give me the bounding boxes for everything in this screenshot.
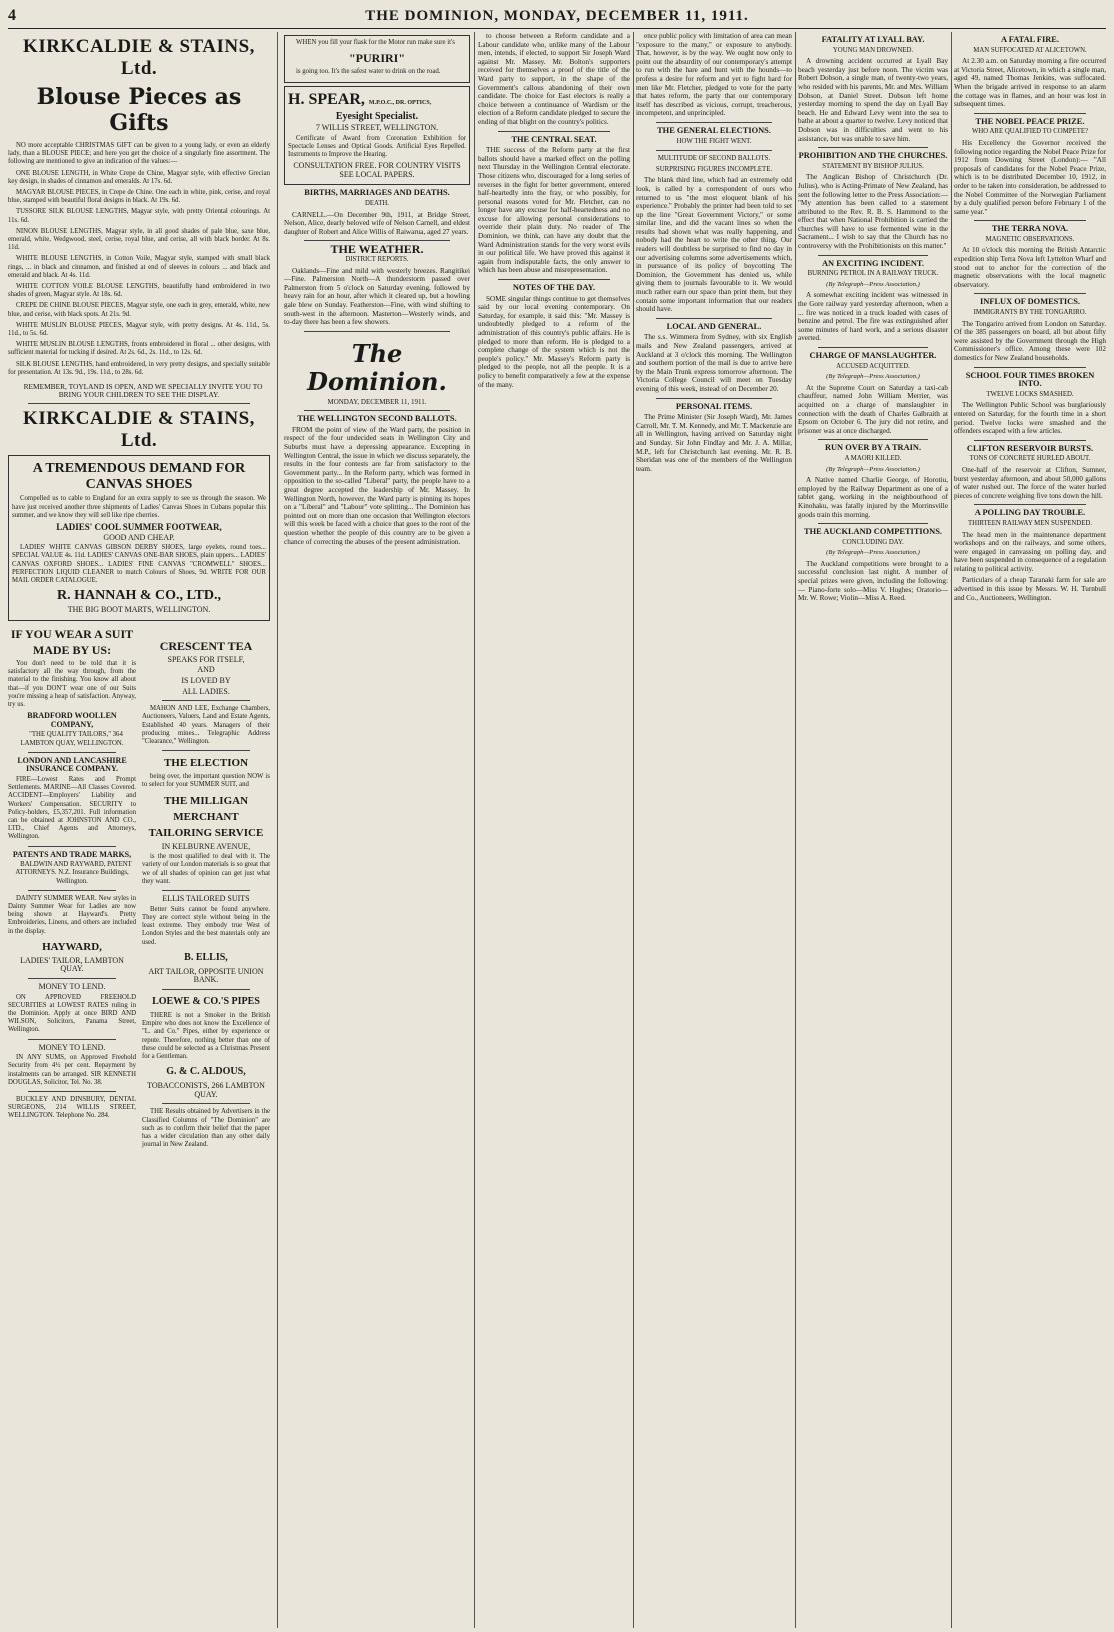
polling-text: The head men in the maintenance department workshops and on the railways, and some others, were engaged in canvassing on polling day, and have been suspended in consequence of a regulation relating to political activity. [954, 530, 1106, 573]
ads-two-column [8, 624, 270, 1152]
terranova-sub: MAGNETIC OBSERVATIONS. [985, 235, 1075, 243]
money-text-1: ON APPROVED FREEHOLD SECURITIES at LOWEST RATES ruling in the Dominion. Apply at once BIRD AND WILSON, Solicitors, Panama Street, Wellington. [8, 993, 136, 1034]
milligan-name: THE MILLIGAN MERCHANT TAILORING SERVICE [148, 794, 264, 839]
crescent-tea: CRESCENT TEA [159, 638, 253, 653]
column-rule [795, 32, 796, 1628]
column-rule [951, 32, 952, 1628]
domestics-sub: IMMIGRANTS BY THE TONGARIRO. [973, 309, 1087, 317]
tail-text: Particulars of a cheap Taranaki farm for sale are advertised in this issue by Messrs. W. H. Turnbull and Co., Auctioneers, Wellington. [954, 576, 1106, 602]
puriri-ad [284, 35, 470, 83]
fire-heading: A FATAL FIRE. [1001, 35, 1059, 44]
blouse-item: NINON BLOUSE LENGTHS, Magyar style, in all good shades of pale blue, saxe blue, emerald, white, Wedgwood, steel, cerise, royal blue, and cerise, all with black border. At 8s. 11d. [8, 227, 270, 252]
kirkcaldie-heading-2: KIRKCALDIE & STAINS, Ltd. [23, 408, 255, 452]
column-1-ads [8, 32, 270, 1628]
nobel-heading: THE NOBEL PEACE PRIZE. [975, 116, 1085, 126]
aldous-name: G. & C. ALDOUS, [166, 1066, 246, 1078]
ads-left [8, 624, 136, 1152]
local-heading: LOCAL AND GENERAL. [666, 321, 762, 331]
leader-text: FROM the point of view of the Ward party, the position in respect of the four undecided seats in Wellington City and Suburbs must have a depressing appearance. Excepting in Wellington Central, the issue in which we discuss separately, the results in the four contests are far from satisfactory to the Government party... In the Reform party, which was formed in opposition to the so-called "Liberal" party, the people have to a great degree accepted the leadership of Mr. Massey. In Wellington North, however, the Ward party is pinning its hopes on a "Liberal" and "Labour" vote splitting... The Dominion has pointed out on more than one occasion that Wellington electors will this week be faced with a choice that goes to the root of the question whether the people of this country are to be given a chance of correcting the abuses of the present administration. [284, 425, 470, 546]
auckland-text: The Auckland competitions were brought to a successful conclusion last night. A number of special prizes were given, including the following:— Piano-forte solo—Miss V. Hughes; Oratorio—Mr. W. Rowe; Violin—Miss A. Reed. [798, 559, 948, 603]
money-heading-1: MONEY TO LEND. [38, 981, 106, 991]
patents-name: PATENTS AND TRADE MARKS, [12, 849, 132, 859]
weather-heading: THE WEATHER. [330, 242, 424, 257]
manslaughter-heading: CHARGE OF MANSLAUGHTER. [809, 351, 937, 360]
death-label: DEATH. [365, 199, 389, 207]
suit-headline: IF YOU WEAR A SUIT MADE BY US: [10, 626, 134, 657]
reservoir-sub: TONS OF CONCRETE HURLED ABOUT. [969, 455, 1091, 463]
aldous-text: THE Results obtained by Advertisers in the Classified Columns of "The Dominion" are such as to confirm their belief that the paper has a wider circulation than any other daily journal in New Zealand. [142, 1108, 270, 1149]
crescent-sub: AND [197, 665, 215, 675]
column-rule [474, 32, 475, 1628]
spear-text: Certificate of Award from Coronation Exhibition for Spectacle Lenses and Optical Goods. Artificial Eyes Repelled. Instruments to Improve the Hearing. [288, 134, 466, 158]
elections-text: The blank third line, which had an extremely odd look, is called by a correspondent of ours who returned to us "the most eloquent blank of his experience." Probably the printer had been told to set up the line "Great Government Victory," or some similar line, and did the vacant lines so when the results had shown what was really happening, and nobody had the heart to write the other thing. Our readers will doubtless be surprised to find no day in our advertising columns some advertisements which, in pursuance of its policy of boycotting The Dominion, the Government has denied us, while giving them to journals favourable to it. We would much rather earn our space than print them, but they contain some important information that our readers should have. [636, 176, 792, 314]
nobel-sub: WHO ARE QUALIFIED TO COMPETE? [971, 128, 1089, 136]
column-5 [798, 32, 948, 1628]
money-text-2: IN ANY SUMS, on Approved Freehold Security from 4½ per cent. Repayment by instalments can be arranged. SIR KENNETH DOUGLAS, Solicitor, Tel. No. 38. [8, 1054, 136, 1086]
central-heading: THE CENTRAL SEAT. [511, 134, 597, 144]
train-heading: RUN OVER BY A TRAIN. [824, 443, 922, 453]
hayward-name: HAYWARD, [42, 940, 102, 953]
death-notice: CARNELL.—On December 9th, 1911, at Bridge Street, Nelson, Alice, dearly beloved wife of Nelson Carnell, and eldest daughter of Robert and Alice Willis of Raiwarua, aged 27 years. [284, 210, 470, 236]
hannah-sub: THE BIG BOOT MARTS, WELLINGTON. [67, 605, 211, 615]
bradford-name: BRADFORD WOOLLEN COMPANY, [27, 711, 117, 729]
prohibition-text: The Anglican Bishop of Christchurch (Dr. Julius), who is Acting-Primate of New Zealand, has sent the following letter to the Press Association:— "My attention has been called to a statement attributed to the Rev. R. B. S. Hammond to the effect that when National Prohibition is carried the churches will have to use fermented wine in the Sacrament... I wish to say that the Church has no controversy with the Prohibitionists on this matter." [798, 173, 948, 251]
column-3 [478, 32, 630, 1628]
nobel-text: His Excellency the Governor received the following notice regarding the Nobel Peace Prize for 1912 from Downing Street (London):— "All proposals of candidates for the Nobel Peace Prize, which is to be distributed December 10, 1912, in order to be taken into consideration, be addressed to the Nobel Committee of the Norwegian Parliament by a duly qualified person before February 1 of the same year." [954, 138, 1106, 216]
blouse-item: MAGYAR BLOUSE PIECES, in Crepe de Chine. One each in white, pink, cerise, and royal blue, stamped with beautiful floral designs in black. At 19s. 6d. [8, 189, 270, 205]
elections-heading: THE GENERAL ELECTIONS. [657, 125, 771, 135]
press-credit: (By Telegraph—Press Association.) [826, 465, 920, 473]
ellis-sub: ART TAILOR, OPPOSITE UNION BANK. [148, 966, 264, 985]
school-heading: SCHOOL FOUR TIMES BROKEN INTO. [965, 370, 1095, 389]
ellis-heading: ELLIS TAILORED SUITS [162, 894, 250, 904]
personal-text: The Prime Minister (Sir Joseph Ward), Mr. James Carroll, Mr. T. M. Kennedy, and Mr. T. Mackenzie are all in Wellington, having arrived on Saturday night and Sunday. Sir John Findlay and Mr. J. A. Millar, M.P., left for Christchurch last evening. Mr. R. B. Sheridan was one of the members of the Wellington team. [636, 413, 792, 473]
kirkcaldie-heading: KIRKCALDIE & STAINS, Ltd. [23, 36, 255, 79]
fatality-text: A drowning accident occurred at Lyall Bay beach yesterday just before noon. The victim was Robert Dobson, a single man, of twenty-two years, who resided with his parents, Mr. and Mrs. William Dobson, at Daniel Street. Dobson left home yesterday morning to spend the day on Lyall Bay beach. He and Edward Levy went into the sea to bathe at about a quarter to twelve. Levy noticed that Dobson was in difficulties and went to his assistance, but was unable to save him. [798, 57, 948, 143]
domestics-text: The Tongariro arrived from London on Saturday. Of the 385 passengers on board, all but about fifty were assisted by the Government through the High Commissioner's office. Among these were 102 domestics for New Zealand households. [954, 319, 1106, 362]
hayward-sub: LADIES' TAILOR, LAMBTON QUAY. [20, 955, 124, 974]
blouse-item: ONE BLOUSE LENGTH, in White Crepe de Chine, Magyar style, with effective Grecian key design, in shades of cinnamon and emeralds. At 17s. 6d. [8, 169, 270, 185]
train-text: A Native named Charlie George, of Horotiu, employed by the Railway Department as one of a tablet gang, working in the neighbourhood of Kinohaku, was fatally injured by the Morrinsville goods train this morning. [798, 476, 948, 519]
manslaughter-sub: ACCUSED ACQUITTED. [836, 362, 910, 370]
central-text: THE success of the Reform party at the first ballots should have a marked effect on the polling next Thursday in the Wellington Central electorate. Those citizens who, discouraged for a long series of reverses in the fight for better government, entered half-heartedly into the fray, or who possibly, for personal reasons voted for Mr. Fletcher, can no longer have any excuse for half-heartedness and no excuse for allowing personal considerations to override their plain duty. No reader of The Dominion, we think, can have any doubt that the Ward Administration stands for the very worst evils in our political life. We have proved this against it again from indisputable facts, the only answer to which has been abuse and misrepresentation. [478, 146, 630, 275]
prohibition-sub: STATEMENT BY BISHOP JULIUS. [822, 162, 924, 170]
reservoir-heading: CLIFTON RESERVOIR BURSTS. [966, 443, 1094, 453]
prohibition-heading: PROHIBITION AND THE CHURCHES. [798, 151, 948, 161]
blouse-item: WHITE BLOUSE LENGTHS, in Cotton Voile, Magyar style, stamped with small black rings, ... in black and cinnamon, and finished at end of sleeves in colours ... and black and emerald and black. At 4s. 11d. [8, 255, 270, 279]
polling-heading: A POLLING DAY TROUBLE. [974, 508, 1086, 518]
money-heading-2: MONEY TO LEND. [38, 1042, 106, 1052]
puriri-text: WHEN you fill your flask for the Motor run make sure it's [296, 39, 455, 46]
milligan-sub: IN KELBURNE AVENUE, [161, 841, 251, 851]
polling-sub: THIRTEEN RAILWAY MEN SUSPENDED. [968, 519, 1092, 527]
column-rule [277, 32, 278, 1628]
election-heading: THE ELECTION [163, 757, 249, 770]
patents-sub: BALDWIN AND RAYWARD, PATENT ATTORNEYS. N.Z. Insurance Buildings, Wellington. [15, 861, 132, 885]
shoes-subhead: LADIES' COOL SUMMER FOOTWEAR, [56, 522, 222, 533]
spear-sub: Eyesight Specialist. [335, 111, 419, 123]
milligan-text: is the most qualified to deal with it. The variety of our London materials is so great that we of all shades of opinion can get just what they want. [142, 853, 270, 885]
notes-heading: NOTES OF THE DAY. [512, 283, 596, 293]
suit-text: You don't need to be told that it is satisfactory all the way through, from the material to the finishing. You know all about that—if you DON'T wear one of our Suits you're missing a heap of satisfaction. Anyway, try us. [8, 659, 136, 708]
article-continuation: ence public policy with limitation of area can mean "exposure to the many," or exposure to anybody. That, however, is by the way. We ought now only to point out the absurdity of our contemporary's attempt to run with the hare and hunt with the hounds—to profess a desire for reform and yet to fight hard for men like Mr. Fletcher, pledged to vote for the party that hates reform, the party that our contemporary itself has described as vicious, corrupt, treacherous, incompetent, and unprincipled. [636, 32, 792, 118]
article-continuation: to choose between a Reform candidate and a Labour candidate who, unlike many of the Labour men, intends, if elected, to support Sir Joseph Ward against Mr. Massey. Mr. Bolton's supporters received for themselves a proof of the title of the Ward party to support, in the shape of the Government's callous abandoning of their own candidate. The choice for East electors is really a choice between a continuance of Wardism or the election of a Reform candidate pledged to secure the ending of that blight on the country's politics. [478, 32, 630, 126]
shoes-list: LADIES' WHITE CANVAS GIBSON DERBY SHOES, large eyelets, round toes... SPECIAL VALUE 4s. 11d. LADIES' CANVAS ONE-BAR SHOES, plain uppers... LADIES' CANVAS OXFORD SHOES... LADIES' FINE CANVAS "CROMWELL" SHOES... PERFECTION LIQUID CLEANER to match Colours of Shoes, 9d. WRITE FOR OUR MAIL ORDER CATALOGUE. [12, 544, 266, 585]
london-name: LONDON AND LANCASHIRE INSURANCE COMPANY. [17, 755, 127, 774]
incident-heading: AN EXCITING INCIDENT. [822, 258, 924, 268]
fire-sub: MAN SUFFOCATED AT ALICETOWN. [973, 46, 1087, 54]
blouse-item: WHITE MUSLIN BLOUSE LENGTHS, fronts embroidered in floral ... other designs, with sufficient material for tucking if desired. At 2s. 6d., 2s. 11d., to 12s. 6d. [8, 341, 270, 357]
column-rule [633, 32, 634, 1628]
press-credit: (By Telegraph—Press Association.) [826, 373, 920, 381]
banner-date: MONDAY, DECEMBER 11, 1911. [327, 397, 427, 406]
dominion-banner: The Dominion. [307, 338, 447, 396]
puriri-text-2: is going too. It's the safest water to drink on the road. [296, 68, 441, 76]
ads-right [142, 624, 270, 1152]
ellis-name: B. ELLIS, [184, 951, 228, 963]
incident-text: A somewhat exciting incident was witnessed in the Gore railway yard yesterday afternoon, when a ... fire was noticed in a truck loaded with cases of benzine and petrol. The fire was extinguished after some minutes of hard work, and a serious disaster averted. [798, 291, 948, 343]
births-heading: BIRTHS, MARRIAGES AND DEATHS. [304, 188, 450, 198]
spear-addr: 7 WILLIS STREET, WELLINGTON. [315, 123, 439, 132]
school-sub: TWELVE LOCKS SMASHED. [986, 390, 1074, 398]
terranova-text: At 10 o'clock this morning the British Antarctic expedition ship Terra Nova left Lyttelton Wharf and stood out to anchor for the correction of the magnetic observations with the local magnetic observatory. [954, 246, 1106, 289]
column-2 [284, 32, 470, 1628]
shoes-headline: A TREMENDOUS DEMAND FOR CANVAS SHOES [32, 461, 246, 493]
hayward-text: DAINTY SUMMER WEAR. New styles in Dainty Summer Wear for Ladies are now being shown at Hayward's. Pretty Embroideries, Linens, and others are included in the display. [8, 894, 136, 935]
incident-sub: BURNING PETROL IN A RAILWAY TRUCK. [807, 270, 939, 278]
spear-ad [284, 86, 470, 185]
spear-name: H. SPEAR, M.P.O.C., DR. OPTICS, [288, 91, 432, 109]
aldous-sub: TOBACCONISTS, 266 LAMBTON QUAY. [147, 1081, 265, 1099]
blouse-headline: Blouse Pieces as Gifts [36, 84, 242, 136]
elections-sub-3: SURPRISING FIGURES INCOMPLETE. [655, 165, 773, 173]
school-text: The Wellington Public School was burglariously entered on Saturday, for the fourth time in a short period. Twelve locks were smashed and the offenders escaped with a few articles. [954, 401, 1106, 436]
page-number: 4 [8, 7, 16, 24]
masthead-title: THE DOMINION, MONDAY, DECEMBER 11, 1911. [365, 7, 749, 24]
weather-text: Oaklands—Fine and mild with westerly breezes. Rangitikei—Fine. Palmerston North—A thunderstorm passed over Palmerston from 5 o'clock on Saturday evening, followed by heavy rain for an hour, after which it cleared up, but a howling gale blew on Sunday. Featherston—Fine, with wind shifting to south-west in the afternoon. Masterton—Westerly winds, and to-day there has been a few showers. [284, 266, 470, 327]
crescent-sub: ALL LADIES. [182, 686, 230, 696]
press-credit: (By Telegraph—Press Association.) [826, 280, 920, 288]
leader-heading: THE WELLINGTON SECOND BALLOTS. [297, 414, 457, 424]
toyland-reminder: REMEMBER, TOYLAND IS OPEN, AND WE SPECIALLY INVITE YOU TO BRING YOUR CHILDREN TO SEE THE DISPLAY. [23, 382, 263, 400]
terranova-heading: THE TERRA NOVA. [991, 224, 1069, 234]
domestics-heading: INFLUX OF DOMESTICS. [980, 297, 1080, 307]
masthead [8, 4, 1106, 29]
reservoir-text: One-half of the reservoir at Clifton, Sumner, burst yesterday afternoon, and about 50,000 gallons of water rushed out. The force of the water hurled pieces of concrete weighing five tons down the hill. [954, 465, 1106, 500]
shoes-text: Compelled us to cable to England for an extra supply to see us through the season. We have just received another three shipments of Ladies' Canvas Shoes in Cubans popular this summer, and we know they will sell like ripe cherries. [12, 495, 266, 519]
blouse-item: SILK BLOUSE LENGTHS, hand embroidered, in very pretty designs, and specially suitable for presentation. At 13s. 9d., 19s. 11d., to 28s. 6d. [8, 360, 270, 376]
crescent-sub: IS LOVED BY [181, 676, 231, 686]
blouse-item: CREPE DE CHINE BLOUSE PIECES, Magyar style, one each in grey, emerald, white, new blue, and cerise, with black spots. At 21s. 9d. [8, 302, 270, 318]
train-sub: A MAORI KILLED. [844, 454, 902, 462]
crescent-sub: SPEAKS FOR ITSELF, [167, 654, 245, 664]
column-6 [954, 32, 1106, 1628]
puriri-name: "PURIRI" [349, 51, 405, 66]
loewe-heading: LOEWE & CO.'S PIPES [152, 995, 260, 1007]
ellis-text: Better Suits cannot be found anywhere. They are correct style without being in the least extreme. They embody true West of London Styles and the best materials only are used. [142, 905, 270, 946]
blouse-item: WHITE COTTON VOILE BLOUSE LENGTHS, beautifully hand embroidered in two shades of green, Magyar style. At 18s. 6d. [8, 283, 270, 299]
election-text: being over, the important question NOW is to select for your SUMMER SUIT, and [142, 773, 270, 789]
bradford-sub: "THE QUALITY TAILORS," 364 LAMBTON QUAY, WELLINGTON. [20, 731, 124, 747]
elections-sub: HOW THE FIGHT WENT. [676, 137, 752, 145]
personal-heading: PERSONAL ITEMS. [675, 401, 753, 411]
notes-text: SOME singular things continue to get themselves said by our local evening contemporary. On Saturday, for example, it said this: "Mr. Massey is undoubtedly pledged to a reform of the administration of this country's public affairs. He is pledged to more than reform. He is pledged to a complete change of the system which is not the people's policy." Mr. Massey's Reform party is pledged to the people, not all the people. It is a policy to benefit comparatively a few at the expense of the many. [478, 294, 630, 389]
auckland-heading: THE AUCKLAND COMPETITIONS. [804, 527, 942, 537]
blouse-intro: NO more acceptable CHRISTMAS GIFT can be given to a young lady, or even an elderly lady, than a BLOUSE PIECE; and here you get the choice of a singularly fine assortment. The following are mentioned to give an indication of the values:— [8, 142, 270, 166]
london-text: FIRE—Lowest Rates and Prompt Settlements. MARINE—All Classes Covered. ACCIDENT—Employers' Liability and Workers' Compensation. SECURITY to Policy-holders, £5,357,201. Full information can be obtained at JOHNSTON AND CO., LTD., Chief Agents and Attorneys, Wellington. [8, 775, 136, 841]
blouse-item: TUSSORE SILK BLOUSE LENGTHS, Magyar style, with pretty Oriental colourings. At 11s. 6d. [8, 208, 270, 224]
elections-sub-2: MULTITUDE OF SECOND BALLOTS. [657, 155, 771, 163]
hannah-name: R. HANNAH & CO., LTD., [57, 588, 221, 604]
loewe-text: THERE is not a Smoker in the British Empire who does not know the Excellence of "L. and Co." Pipes, either by experience or repute. Therefore, nothing better than one of these could be selected as a Christmas Present for a Gentleman. [142, 1011, 270, 1060]
shoes-subhead-2: GOOD AND CHEAP. [103, 532, 175, 542]
fatality-heading: FATALITY AT LYALL BAY. [821, 35, 925, 44]
spear-consult: CONSULTATION FREE. FOR COUNTRY VISITS SEE LOCAL PAPERS. [293, 161, 461, 179]
fatality-sub: YOUNG MAN DROWNED. [832, 46, 914, 54]
fire-text: At 2.30 a.m. on Saturday morning a fire occurred at Victoria Street, Alicetown, in which a single man, aged 49, named Thomas Jenkins, was suffocated. When the brigade arrived in response to an alarm the cottage was in flames, and an hour was lost in subsequent times. [954, 57, 1106, 109]
buckley-ad: BUCKLEY AND DINSBURY, DENTAL SURGEONS, 214 WILLIS STREET, WELLINGTON. Telephone No. 284. [8, 1095, 136, 1120]
canvas-shoes-ad [8, 455, 270, 620]
blouse-item: WHITE MUSLIN BLOUSE PIECES, Magyar style, with pretty designs. At 4s. 11d., 5s. 11d., to 5s. 6d. [8, 321, 270, 338]
press-credit: (By Telegraph—Press Association.) [826, 549, 920, 557]
manslaughter-text: At the Supreme Court on Saturday a taxi-cab chauffeur, named John William Merrier, was acquitted on a charge of manslaughter in connection with the death of Charles Galbraith at Epsom on October 6. The jury did not retire, and prisoner was at once discharged. [798, 383, 948, 435]
weather-sub: DISTRICT REPORTS. [345, 255, 409, 263]
column-4 [636, 32, 792, 1628]
mahon-ad: MAHON AND LEE, Exchange Chambers, Auctioneers, Valuers, Land and Estate Agents, Established 40 years. Managers of their producing mines... Telegraphic Address "Clearance," Wellington. [142, 705, 270, 746]
auckland-sub: CONCLUDING DAY. [842, 538, 904, 546]
local-text: The s.s. Wimmera from Sydney, with six English mails and New Zealand passengers, arrived at Auckland at 3 o'clock this morning. The Wellington and southern portion of the mail is due to arrive here by the Main Trunk express tomorrow afternoon. The Victoria College Council will meet on Tuesday evening of this week, instead of on December 20. [636, 333, 792, 393]
